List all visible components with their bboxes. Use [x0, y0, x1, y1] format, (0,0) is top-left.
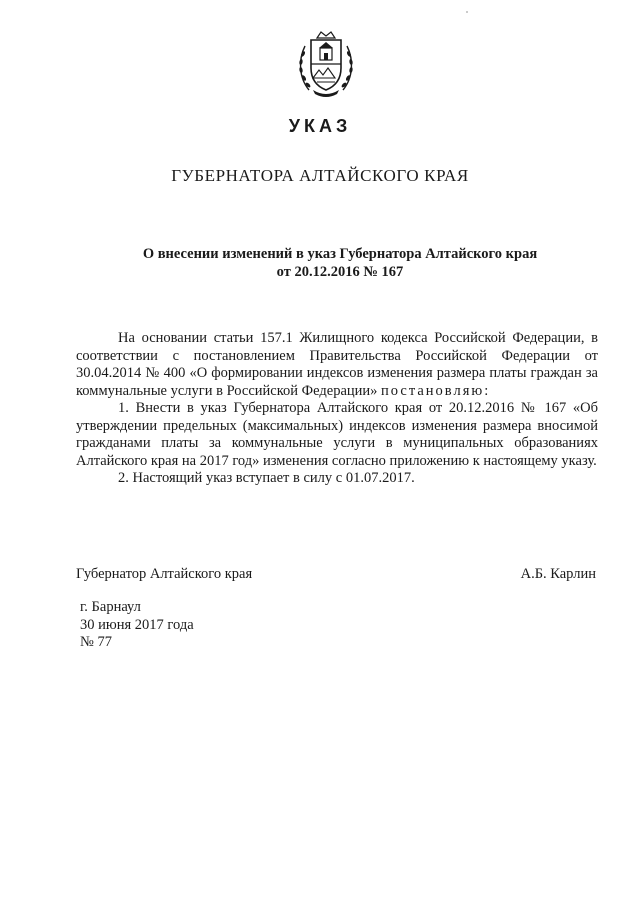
document-issuer: ГУБЕРНАТОРА АЛТАЙСКОГО КРАЯ: [171, 166, 469, 185]
coat-of-arms-icon: [295, 28, 357, 100]
heading-line-2: от 20.12.2016 № 167: [276, 264, 404, 280]
decree-heading: [80, 245, 600, 281]
heading-line-1: О внесении изменений в указ Губернатора Алтайского края: [142, 246, 538, 262]
signer-position: Губернатор Алтайского края: [76, 566, 253, 582]
issue-number: № 77: [80, 634, 112, 650]
scan-speck: [466, 11, 468, 13]
preamble-text: На основании статьи 157.1 Жилищного кодекса Российской Федерации, в соответствии с постановлением Правительства Российской Федерации от 30.04.2014 № 400 «О формировании индексов изменения размера платы граждан за коммунальные услуги в Российской Федерации»: [76, 330, 598, 399]
item-2-paragraph: 2. Настоящий указ вступает в силу с 01.07.2017.: [118, 470, 415, 486]
issue-place: г. Барнаул: [80, 599, 141, 615]
issue-details: [80, 599, 194, 652]
decree-word: постановляю:: [381, 382, 491, 399]
document-title: УКАЗ: [288, 116, 352, 136]
signer-name: А.Б. Карлин: [520, 566, 596, 582]
issue-date: 30 июня 2017 года: [80, 616, 194, 633]
item-1-paragraph: 1. Внести в указ Губернатора Алтайского края от 20.12.2016 № 167 «Об утверждении предельных (максимальных) индексов изменения размера вносимой гражданами платы за коммунальные услуги в муниципальных образованиях Алтайского края на 2017 год» изменения согласно приложению к настоящему указу.: [76, 400, 598, 469]
decree-body: [76, 330, 598, 488]
preamble-paragraph: [76, 330, 598, 400]
